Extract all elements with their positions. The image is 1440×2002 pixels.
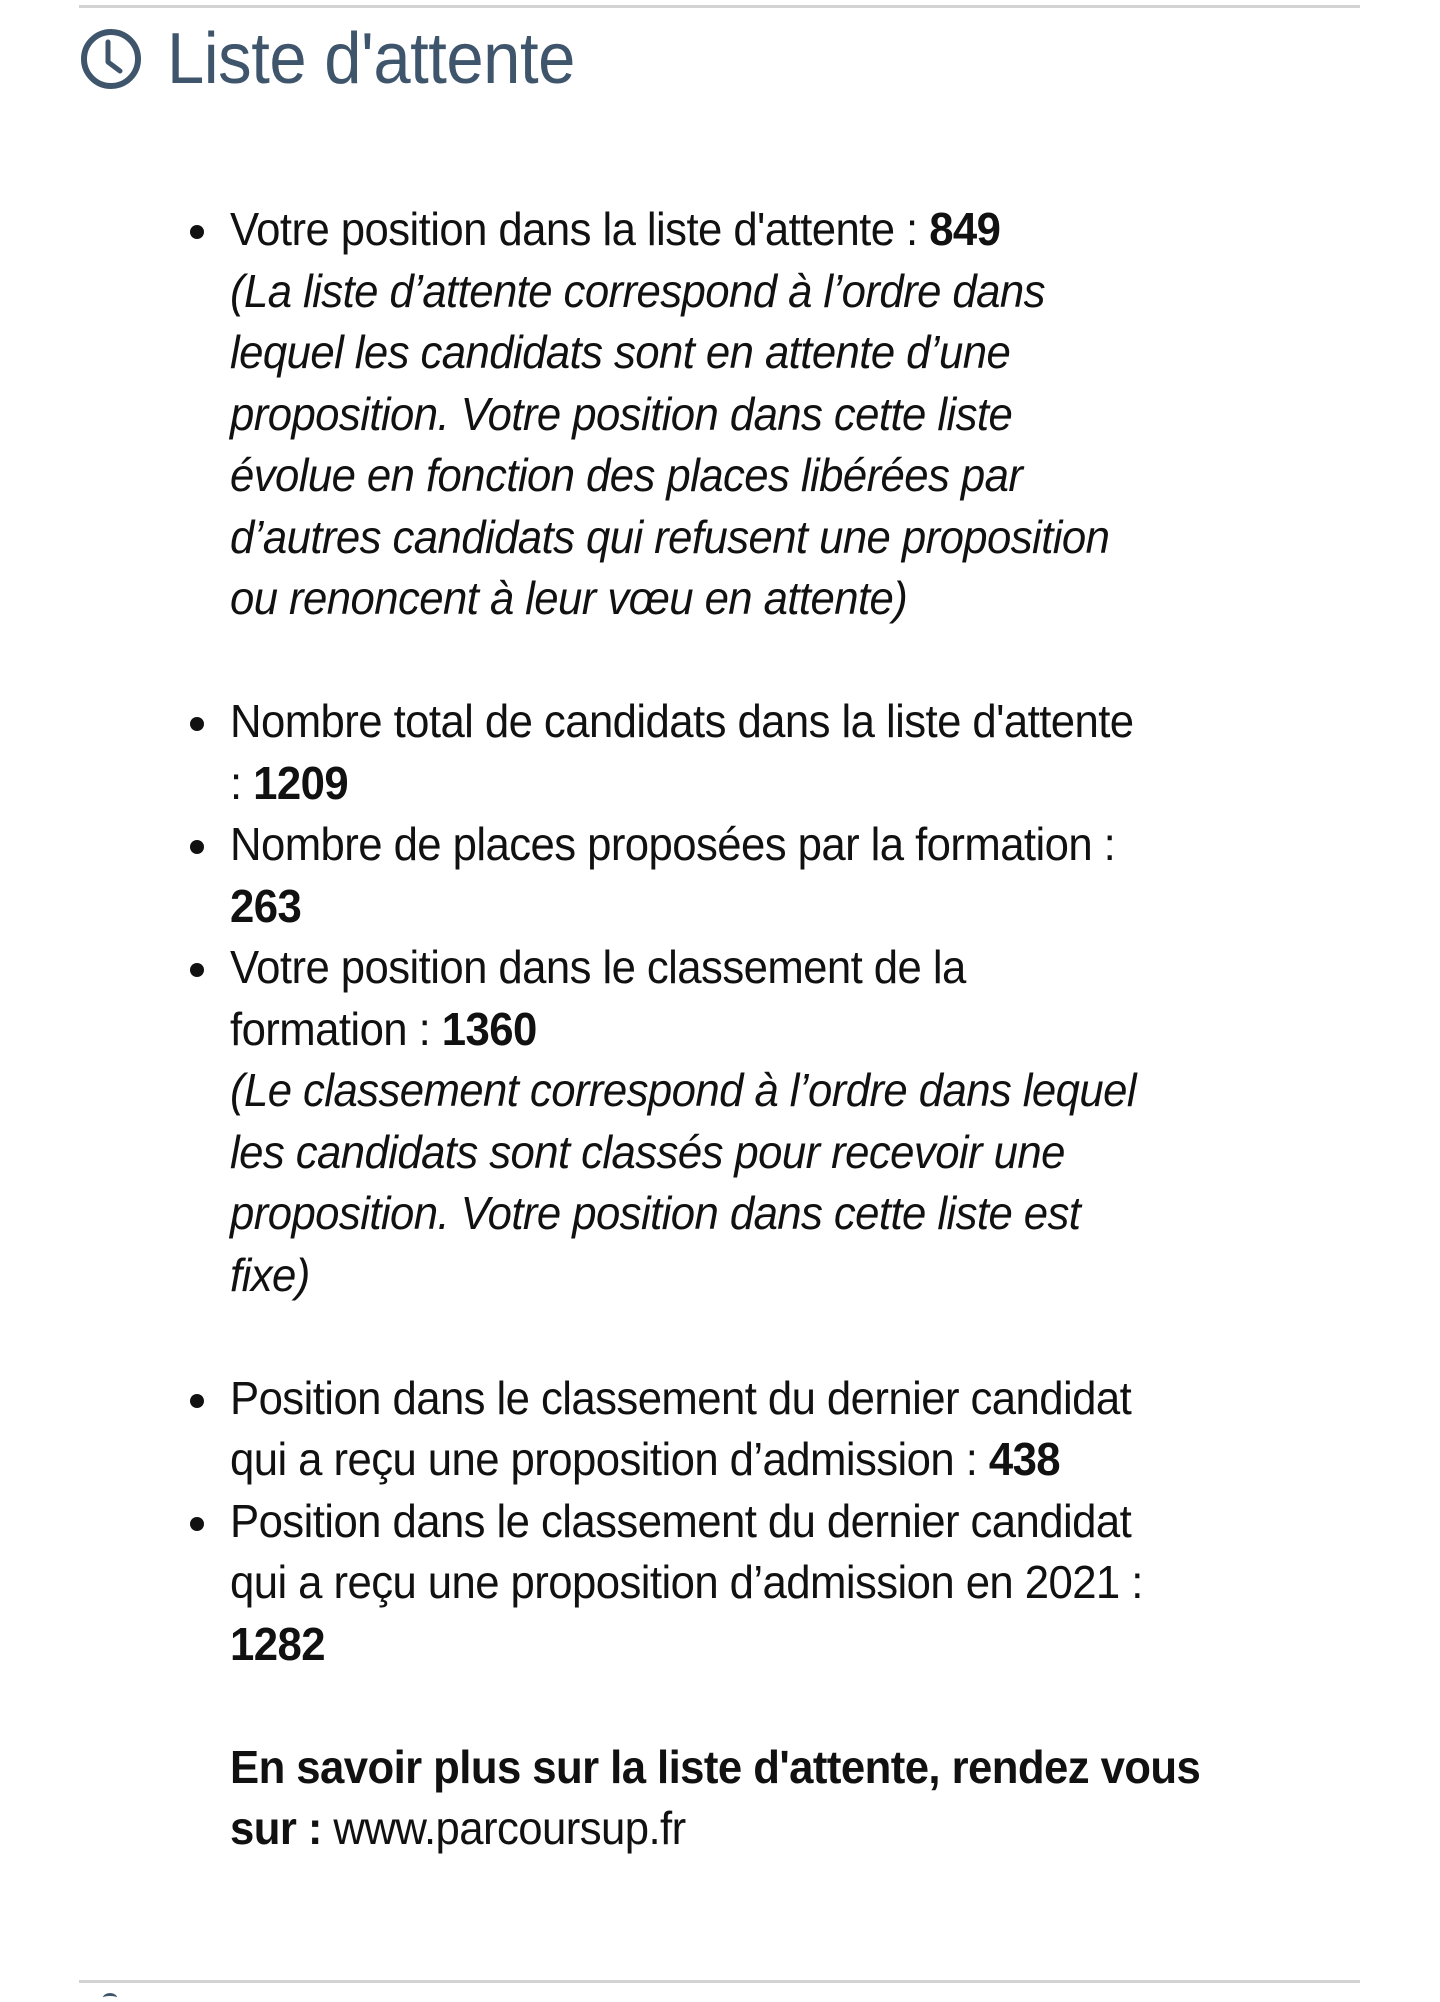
item-note-line: (La liste d’attente correspond à l’ordre dans	[230, 264, 1045, 317]
item-line: qui a reçu une proposition d’admission : 438	[230, 1433, 1061, 1485]
item-note-line: (Le classement correspond à l’ordre dans lequel	[230, 1064, 1137, 1116]
list-item-total-candidates	[230, 691, 1380, 814]
last-admitted-rank-value: 438	[988, 1433, 1061, 1485]
item-line: Nombre de places proposées par la formation :	[230, 818, 1116, 870]
section-title: Liste d'attente	[167, 19, 575, 99]
item-note-line: proposition. Votre position dans cette liste est	[230, 1187, 1081, 1239]
more-info-line: En savoir plus sur la liste d'attente, rendez vous	[230, 1740, 1201, 1793]
total-candidates-value: 1209	[253, 756, 349, 809]
clock-icon	[79, 27, 143, 91]
item-note-line: fixe)	[230, 1248, 310, 1301]
item-line: Position dans le classement du dernier candidat	[230, 1494, 1132, 1547]
item-line	[230, 1614, 1323, 1676]
bullet	[190, 1517, 204, 1531]
places-offered-value: 263	[230, 879, 302, 932]
next-section-icon	[103, 1993, 117, 2002]
item-note-line: lequel les candidats sont en attente d’une	[230, 326, 1011, 378]
bullet	[190, 717, 204, 731]
item-note-line: ou renoncent à leur vœu en attente)	[230, 572, 908, 624]
ranking-position-value: 1360	[441, 1002, 537, 1055]
bullet	[190, 1394, 204, 1408]
top-divider	[79, 5, 1360, 8]
item-line: : 1209	[230, 756, 349, 809]
item-line: Votre position dans la liste d'attente : 849	[230, 203, 1001, 255]
item-note-line: d’autres candidats qui refusent une proposition	[230, 510, 1110, 563]
waitlist-info-list	[230, 199, 1380, 1675]
more-info-line: sur : www.parcoursup.fr	[230, 1802, 686, 1854]
item-note-line: les candidats sont classés pour recevoir une	[230, 1125, 1065, 1178]
list-item-ranking-position	[230, 937, 1380, 1306]
waitlist-position-value: 849	[929, 203, 1001, 255]
list-item-waitlist-position	[230, 199, 1380, 630]
item-line: qui a reçu une proposition d’admission en 2021 :	[230, 1556, 1143, 1608]
list-item-places-offered	[230, 814, 1380, 937]
item-line: formation : 1360	[230, 1002, 537, 1055]
last-admitted-rank-2021-value: 1282	[230, 1617, 325, 1670]
item-line: Position dans le classement du dernier candidat	[230, 1371, 1132, 1424]
item-note-line: proposition. Votre position dans cette liste	[230, 387, 1013, 440]
bullet	[190, 225, 204, 239]
waitlist-details	[230, 199, 1380, 1860]
list-item-last-admitted-rank-2021	[230, 1491, 1380, 1676]
list-item-last-admitted-rank	[230, 1368, 1380, 1491]
item-line: Nombre total de candidats dans la liste d'attente	[230, 695, 1134, 747]
item-line: Votre position dans le classement de la	[230, 941, 966, 993]
item-note-line: évolue en fonction des places libérées par	[230, 449, 1023, 501]
more-info	[230, 1737, 1380, 1860]
bottom-divider	[79, 1980, 1360, 1983]
parcoursup-link[interactable]: www.parcoursup.fr	[333, 1802, 686, 1854]
item-line	[230, 876, 1323, 938]
section-header	[79, 19, 606, 99]
bullet	[190, 840, 204, 854]
bullet	[190, 963, 204, 977]
